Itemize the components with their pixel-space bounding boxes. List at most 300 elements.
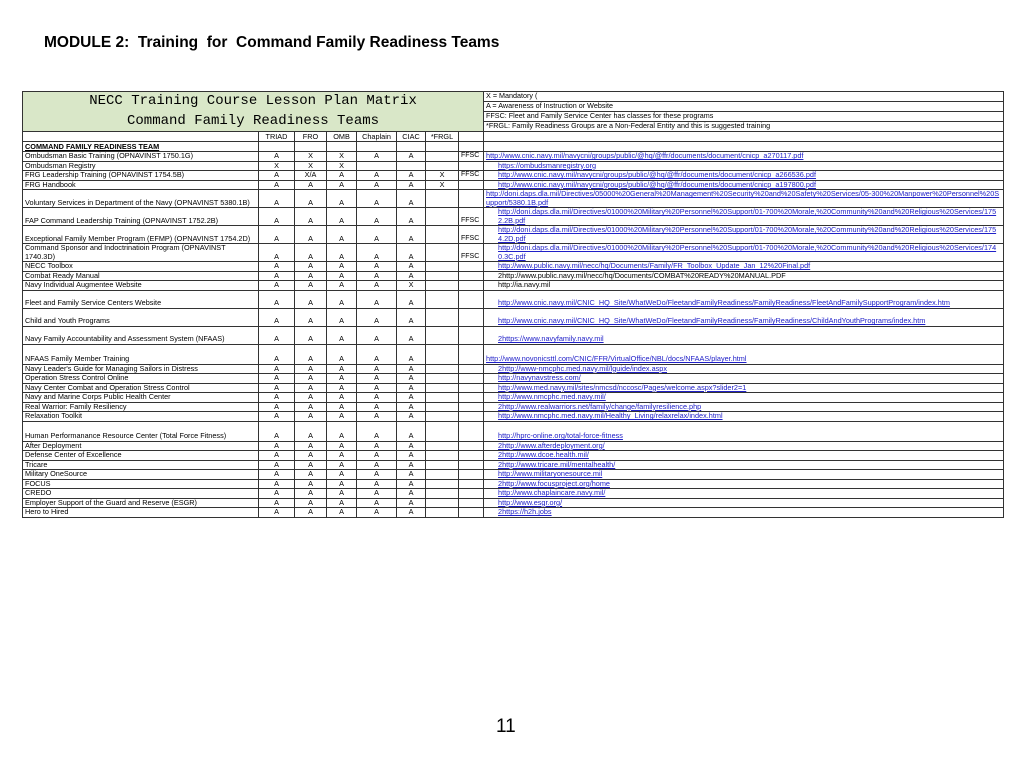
requirement-mark xyxy=(426,470,459,480)
requirement-mark: A xyxy=(295,374,327,384)
ffsc-flag xyxy=(459,308,484,326)
table-row xyxy=(23,451,1004,461)
legend-awareness: A = Awareness of Instruction or Website xyxy=(484,102,1004,112)
header-blank xyxy=(23,132,259,142)
requirement-mark: A xyxy=(397,364,426,374)
requirement-mark: A xyxy=(357,479,397,489)
requirement-mark: A xyxy=(295,393,327,403)
table-row xyxy=(23,226,1004,244)
course-name: Ombudsman Registry xyxy=(23,161,259,171)
requirement-mark: X xyxy=(327,161,357,171)
ffsc-flag xyxy=(459,470,484,480)
course-name: Combat Ready Manual xyxy=(23,271,259,281)
ffsc-flag xyxy=(459,364,484,374)
course-name: Real Warrior: Family Resiliency xyxy=(23,402,259,412)
course-name: Operation Stress Control Online xyxy=(23,374,259,384)
requirement-mark: A xyxy=(295,383,327,393)
resource-link[interactable]: http://www.militaryonesource.mil xyxy=(484,470,1004,480)
requirement-mark xyxy=(426,393,459,403)
requirement-mark: A xyxy=(259,344,295,364)
table-row xyxy=(23,262,1004,272)
requirement-mark: A xyxy=(397,383,426,393)
resource-link[interactable]: http://doni.daps.dla.mil/Directives/05000%20General%20Management%20Security%20and%20Safety%20Services/05-300%20Manpower%20Personnel%20Support/5380.1B.pdf xyxy=(484,190,1004,208)
requirement-mark: A xyxy=(397,460,426,470)
requirement-mark: A xyxy=(259,460,295,470)
requirement-mark xyxy=(426,190,459,208)
requirement-mark: A xyxy=(259,190,295,208)
requirement-mark: A xyxy=(295,326,327,344)
requirement-mark: A xyxy=(397,489,426,499)
course-name: FRG Leadership Training (OPNAVINST 1754.5B) xyxy=(23,171,259,181)
requirement-mark xyxy=(426,290,459,308)
requirement-mark: A xyxy=(327,364,357,374)
requirement-mark: A xyxy=(357,393,397,403)
requirement-mark: A xyxy=(357,326,397,344)
matrix-banner-subtitle: Command Family Readiness Teams xyxy=(23,112,484,132)
course-name: Exceptional Family Member Program (EFMP) (OPNAVINST 1754.2D) xyxy=(23,226,259,244)
requirement-mark: A xyxy=(397,208,426,226)
table-row xyxy=(23,152,1004,162)
requirement-mark: A xyxy=(295,344,327,364)
resource-link: 2http://www.public.navy.mil/necc/hq/Documents/COMBAT%20READY%20MANUAL.PDF xyxy=(484,271,1004,281)
ffsc-flag: FFSC xyxy=(459,208,484,226)
lesson-plan-matrix xyxy=(22,91,1004,518)
requirement-mark: A xyxy=(357,460,397,470)
ffsc-flag xyxy=(459,508,484,518)
requirement-mark: A xyxy=(327,308,357,326)
requirement-mark: A xyxy=(259,383,295,393)
table-row xyxy=(23,344,1004,364)
requirement-mark: X xyxy=(295,161,327,171)
requirement-mark: A xyxy=(259,508,295,518)
requirement-mark: A xyxy=(357,364,397,374)
requirement-mark: X xyxy=(426,171,459,181)
requirement-mark: A xyxy=(327,393,357,403)
requirement-mark: A xyxy=(357,402,397,412)
requirement-mark: A xyxy=(397,190,426,208)
requirement-mark: A xyxy=(295,290,327,308)
requirement-mark xyxy=(426,308,459,326)
requirement-mark xyxy=(426,460,459,470)
requirement-mark: A xyxy=(295,421,327,441)
requirement-mark: A xyxy=(357,290,397,308)
requirement-mark: A xyxy=(397,180,426,190)
resource-link[interactable]: http://hprc-online.org/total-force-fitness xyxy=(484,421,1004,441)
resource-link[interactable]: http://www.cnic.navy.mil/navycni/groups/public/@hq/@ffr/documents/document/cnicp_a270117.pdf xyxy=(484,152,1004,162)
requirement-mark: A xyxy=(357,470,397,480)
requirement-mark: A xyxy=(357,451,397,461)
table-row xyxy=(23,441,1004,451)
course-name: Child and Youth Programs xyxy=(23,308,259,326)
requirement-mark xyxy=(426,421,459,441)
requirement-mark: A xyxy=(259,244,295,262)
requirement-mark: A xyxy=(357,308,397,326)
requirement-mark: X xyxy=(397,281,426,291)
page-number: 11 xyxy=(496,716,516,737)
requirement-mark xyxy=(426,364,459,374)
requirement-mark xyxy=(397,161,426,171)
requirement-mark: A xyxy=(327,498,357,508)
requirement-mark: A xyxy=(259,393,295,403)
requirement-mark: A xyxy=(397,226,426,244)
resource-link: http://ia.navy.mil xyxy=(484,281,1004,291)
table-row xyxy=(23,281,1004,291)
resource-link[interactable]: http://www.nmcphc.med.navy.mil/Healthy_Living/relaxrelax/index.html xyxy=(484,412,1004,422)
requirement-mark: A xyxy=(357,489,397,499)
requirement-mark: A xyxy=(397,244,426,262)
requirement-mark: A xyxy=(295,226,327,244)
table-row xyxy=(23,470,1004,480)
requirement-mark: A xyxy=(259,402,295,412)
header-blank xyxy=(459,132,484,142)
requirement-mark: A xyxy=(357,441,397,451)
resource-link[interactable]: http://doni.daps.dla.mil/Directives/01000%20Military%20Personnel%20Support/01-700%20Morale,%20Community%20and%20Religious%20Services/1740.3C.pdf xyxy=(484,244,1004,262)
requirement-mark: A xyxy=(259,180,295,190)
requirement-mark: X xyxy=(295,152,327,162)
requirement-mark: A xyxy=(327,326,357,344)
course-name: Relaxation Toolkit xyxy=(23,412,259,422)
resource-link[interactable]: 2http://www.tricare.mil/mentalhealth/ xyxy=(484,460,1004,470)
ffsc-flag xyxy=(459,281,484,291)
requirement-mark: A xyxy=(259,208,295,226)
ffsc-flag xyxy=(459,498,484,508)
requirement-mark: A xyxy=(327,383,357,393)
requirement-mark: A xyxy=(357,412,397,422)
requirement-mark: X xyxy=(426,180,459,190)
table-row xyxy=(23,498,1004,508)
resource-link[interactable]: http://www.cnic.navy.mil/navycni/groups/public/@hq/@ffr/documents/document/cnicp_a266536.pdf xyxy=(484,171,1004,181)
requirement-mark: A xyxy=(327,180,357,190)
requirement-mark: A xyxy=(357,208,397,226)
course-name: Command Sponsor and Indoctrinatioin Program (OPNAVINST 1740.3D) xyxy=(23,244,259,262)
ffsc-flag xyxy=(459,180,484,190)
requirement-mark xyxy=(426,383,459,393)
ffsc-flag: FFSC xyxy=(459,171,484,181)
ffsc-flag xyxy=(459,262,484,272)
requirement-mark: A xyxy=(397,479,426,489)
requirement-mark: X xyxy=(259,161,295,171)
resource-link[interactable]: http://www.med.navy.mil/sites/nmcsd/nccosc/Pages/welcome.aspx?slider2=1 xyxy=(484,383,1004,393)
requirement-mark xyxy=(426,208,459,226)
requirement-mark xyxy=(426,489,459,499)
course-name: FAP Command Leadership Training (OPNAVINST 1752.2B) xyxy=(23,208,259,226)
requirement-mark: A xyxy=(357,171,397,181)
requirement-mark xyxy=(426,374,459,384)
requirement-mark: A xyxy=(327,290,357,308)
course-name: NECC Toolbox xyxy=(23,262,259,272)
requirement-mark: A xyxy=(295,451,327,461)
requirement-mark: A xyxy=(259,271,295,281)
requirement-mark: A xyxy=(327,344,357,364)
table-row xyxy=(23,208,1004,226)
column-header-triad: TRIAD xyxy=(259,132,295,142)
requirement-mark xyxy=(426,326,459,344)
requirement-mark: A xyxy=(259,374,295,384)
requirement-mark: A xyxy=(295,498,327,508)
course-name: Employer Support of the Guard and Reserve (ESGR) xyxy=(23,498,259,508)
requirement-mark: A xyxy=(259,290,295,308)
requirement-mark: A xyxy=(357,180,397,190)
table-row xyxy=(23,161,1004,171)
requirement-mark: A xyxy=(259,171,295,181)
requirement-mark: A xyxy=(295,470,327,480)
ffsc-flag xyxy=(459,344,484,364)
requirement-mark: A xyxy=(357,374,397,384)
requirement-mark: A xyxy=(357,344,397,364)
legend-mandatory: X = Mandatory ( xyxy=(484,92,1004,102)
course-name: Tricare xyxy=(23,460,259,470)
requirement-mark: A xyxy=(259,498,295,508)
table-row xyxy=(23,171,1004,181)
requirement-mark: X/A xyxy=(295,171,327,181)
requirement-mark xyxy=(357,161,397,171)
requirement-mark: A xyxy=(327,208,357,226)
course-name: After Deployment xyxy=(23,441,259,451)
requirement-mark: A xyxy=(327,451,357,461)
requirement-mark: A xyxy=(397,326,426,344)
section-header: COMMAND FAMILY READINESS TEAM xyxy=(23,142,259,152)
requirement-mark: A xyxy=(397,412,426,422)
requirement-mark: A xyxy=(327,489,357,499)
resource-link[interactable]: http://www.cnic.navy.mil/CNIC_HQ_Site/WhatWeDo/FleetandFamilyReadiness/FamilyReadiness/FleetAndFamilySupportProgram/index.htm xyxy=(484,290,1004,308)
course-name: Navy and Marine Corps Public Health Center xyxy=(23,393,259,403)
ffsc-flag xyxy=(459,290,484,308)
ffsc-flag xyxy=(459,451,484,461)
requirement-mark: A xyxy=(295,460,327,470)
resource-link[interactable]: http://www.nmcphc.med.navy.mil/ xyxy=(484,393,1004,403)
requirement-mark: A xyxy=(357,508,397,518)
requirement-mark: A xyxy=(397,171,426,181)
requirement-mark: A xyxy=(357,271,397,281)
resource-link[interactable]: http://navynavstress.com/ xyxy=(484,374,1004,384)
requirement-mark: A xyxy=(295,441,327,451)
resource-link[interactable]: 2http://www.afterdeployment.org/ xyxy=(484,441,1004,451)
requirement-mark xyxy=(426,498,459,508)
table-row xyxy=(23,412,1004,422)
column-header-fro: FRO xyxy=(295,132,327,142)
resource-link[interactable]: 2http://www.dcoe.health.mil/ xyxy=(484,451,1004,461)
table-row xyxy=(23,326,1004,344)
table-row xyxy=(23,402,1004,412)
ffsc-flag xyxy=(459,271,484,281)
requirement-mark: A xyxy=(259,326,295,344)
ffsc-flag xyxy=(459,460,484,470)
requirement-mark: A xyxy=(295,180,327,190)
course-name: CREDO xyxy=(23,489,259,499)
requirement-mark: A xyxy=(295,479,327,489)
course-name: Ombudsman Basic Training (OPNAVINST 1750.1G) xyxy=(23,152,259,162)
ffsc-flag xyxy=(459,393,484,403)
requirement-mark: A xyxy=(357,421,397,441)
requirement-mark: A xyxy=(357,226,397,244)
ffsc-flag xyxy=(459,402,484,412)
legend-frgl: *FRGL: Family Readiness Groups are a Non-Federal Entity and this is suggested training xyxy=(484,122,1004,132)
course-name: FOCUS xyxy=(23,479,259,489)
requirement-mark: A xyxy=(397,508,426,518)
requirement-mark: A xyxy=(327,190,357,208)
requirement-mark: A xyxy=(295,508,327,518)
resource-link[interactable]: http://doni.daps.dla.mil/Directives/01000%20Military%20Personnel%20Support/01-700%20Morale,%20Community%20and%20Religious%20Services/1752.2B.pdf xyxy=(484,208,1004,226)
column-header-chaplain: Chaplain xyxy=(357,132,397,142)
requirement-mark: A xyxy=(327,508,357,518)
table-row xyxy=(23,308,1004,326)
requirement-mark: A xyxy=(259,470,295,480)
requirement-mark: A xyxy=(397,152,426,162)
requirement-mark: A xyxy=(327,271,357,281)
requirement-mark: A xyxy=(259,281,295,291)
requirement-mark: A xyxy=(397,441,426,451)
requirement-mark: A xyxy=(397,290,426,308)
resource-link[interactable]: 2http://www-nmcphc.med.navy.mil/lguide/index.aspx xyxy=(484,364,1004,374)
ffsc-flag xyxy=(459,161,484,171)
table-row xyxy=(23,290,1004,308)
ffsc-flag xyxy=(459,412,484,422)
requirement-mark: A xyxy=(259,479,295,489)
requirement-mark: A xyxy=(397,271,426,281)
requirement-mark xyxy=(426,244,459,262)
requirement-mark xyxy=(426,262,459,272)
requirement-mark: A xyxy=(327,262,357,272)
resource-link[interactable]: 2http://www.focusproject.org/home xyxy=(484,479,1004,489)
requirement-mark: A xyxy=(357,262,397,272)
legend-ffsc: FFSC: Fleet and Family Service Center has classes for these programs xyxy=(484,112,1004,122)
requirement-mark: A xyxy=(259,489,295,499)
requirement-mark: A xyxy=(259,262,295,272)
requirement-mark xyxy=(426,152,459,162)
requirement-mark: A xyxy=(357,244,397,262)
requirement-mark: A xyxy=(397,374,426,384)
ffsc-flag xyxy=(459,374,484,384)
requirement-mark xyxy=(426,344,459,364)
requirement-mark: A xyxy=(357,190,397,208)
requirement-mark: A xyxy=(259,308,295,326)
resource-link[interactable]: 2http://www.realwarriors.net/family/change/familyresilience.php xyxy=(484,402,1004,412)
requirement-mark: A xyxy=(295,208,327,226)
course-name: Navy Family Accountability and Assessment System (NFAAS) xyxy=(23,326,259,344)
requirement-mark: A xyxy=(295,262,327,272)
ffsc-flag xyxy=(459,326,484,344)
table-row xyxy=(23,374,1004,384)
requirement-mark xyxy=(426,271,459,281)
table-row xyxy=(23,489,1004,499)
requirement-mark: A xyxy=(327,470,357,480)
table-row xyxy=(23,508,1004,518)
ffsc-flag xyxy=(459,479,484,489)
resource-link[interactable]: http://www.public.navy.mil/necc/hq/Documents/Family/FR_Toolbox_Update_Jan_12%20Final.pdf xyxy=(484,262,1004,272)
requirement-mark: A xyxy=(397,308,426,326)
requirement-mark: A xyxy=(327,402,357,412)
requirement-mark xyxy=(426,441,459,451)
table-row xyxy=(23,393,1004,403)
requirement-mark: A xyxy=(295,244,327,262)
requirement-mark: A xyxy=(295,190,327,208)
requirement-mark: A xyxy=(259,451,295,461)
ffsc-flag xyxy=(459,441,484,451)
requirement-mark: A xyxy=(397,470,426,480)
requirement-mark xyxy=(426,412,459,422)
requirement-mark: A xyxy=(259,364,295,374)
requirement-mark: A xyxy=(397,451,426,461)
requirement-mark: X xyxy=(327,152,357,162)
ffsc-flag: FFSC xyxy=(459,244,484,262)
column-header-omb: OMB xyxy=(327,132,357,142)
requirement-mark: A xyxy=(259,441,295,451)
resource-link[interactable]: http://www.novonicsttl.com/CNIC/FFR/VirtualOffice/NBL/docs/NFAAS/player.html xyxy=(484,344,1004,364)
requirement-mark: A xyxy=(327,441,357,451)
resource-link[interactable]: http://www.cnic.navy.mil/CNIC_HQ_Site/WhatWeDo/FleetandFamilyReadiness/FamilyReadiness/ChildAndYouthPrograms/index.htm xyxy=(484,308,1004,326)
column-header-ciac: CIAC xyxy=(397,132,426,142)
resource-link[interactable]: http://www.chaplaincare.navy.mil/ xyxy=(484,489,1004,499)
course-name: Human Performanance Resource Center (Total Force Fitness) xyxy=(23,421,259,441)
matrix-banner-title: NECC Training Course Lesson Plan Matrix xyxy=(23,92,484,112)
ffsc-flag xyxy=(459,489,484,499)
resource-link[interactable]: http://www.cnic.navy.mil/navycni/groups/public/@hq/@ffr/documents/document/cnicp_a197800.pdf xyxy=(484,180,1004,190)
requirement-mark xyxy=(426,479,459,489)
requirement-mark xyxy=(426,451,459,461)
course-name: Navy Center Combat and Operation Stress Control xyxy=(23,383,259,393)
requirement-mark: A xyxy=(295,281,327,291)
resource-link[interactable]: https://ombudsmanregistry.org xyxy=(484,161,1004,171)
ffsc-flag xyxy=(459,190,484,208)
table-row xyxy=(23,244,1004,262)
requirement-mark: A xyxy=(357,383,397,393)
column-header-frgl: *FRGL xyxy=(426,132,459,142)
requirement-mark: A xyxy=(397,402,426,412)
slide-title: MODULE 2: Training for Command Family Readiness Teams xyxy=(44,34,500,51)
table-row xyxy=(23,180,1004,190)
requirement-mark: A xyxy=(295,489,327,499)
course-name: Defense Center of Excellence xyxy=(23,451,259,461)
course-name: Navy Leader's Guide for Managing Sailors in Distress xyxy=(23,364,259,374)
table-row xyxy=(23,460,1004,470)
requirement-mark: A xyxy=(295,412,327,422)
table-row xyxy=(23,364,1004,374)
ffsc-flag xyxy=(459,421,484,441)
resource-link[interactable]: 2https://www.navyfamily.navy.mil xyxy=(484,326,1004,344)
requirement-mark xyxy=(426,402,459,412)
table-row xyxy=(23,383,1004,393)
ffsc-flag: FFSC xyxy=(459,226,484,244)
requirement-mark: A xyxy=(295,308,327,326)
table-row xyxy=(23,479,1004,489)
table-row xyxy=(23,421,1004,441)
requirement-mark: A xyxy=(327,412,357,422)
requirement-mark: A xyxy=(327,479,357,489)
requirement-mark: A xyxy=(259,226,295,244)
resource-link[interactable]: 2https://h2h.jobs xyxy=(484,508,1004,518)
requirement-mark: A xyxy=(357,152,397,162)
requirement-mark: A xyxy=(397,393,426,403)
course-name: Military OneSource xyxy=(23,470,259,480)
requirement-mark: A xyxy=(327,244,357,262)
course-name: FRG Handbook xyxy=(23,180,259,190)
requirement-mark: A xyxy=(327,171,357,181)
ffsc-flag: FFSC xyxy=(459,152,484,162)
requirement-mark: A xyxy=(327,421,357,441)
requirement-mark xyxy=(426,226,459,244)
requirement-mark: A xyxy=(357,281,397,291)
requirement-mark: A xyxy=(295,402,327,412)
resource-link[interactable]: http://www.esgr.org/ xyxy=(484,498,1004,508)
requirement-mark: A xyxy=(295,271,327,281)
resource-link[interactable]: http://doni.daps.dla.mil/Directives/01000%20Military%20Personnel%20Support/01-700%20Morale,%20Community%20and%20Religious%20Services/1754.2D.pdf xyxy=(484,226,1004,244)
requirement-mark: A xyxy=(397,498,426,508)
requirement-mark: A xyxy=(397,262,426,272)
table-row xyxy=(23,190,1004,208)
table-row xyxy=(23,271,1004,281)
header-blank xyxy=(484,132,1004,142)
course-name: Hero to Hired xyxy=(23,508,259,518)
